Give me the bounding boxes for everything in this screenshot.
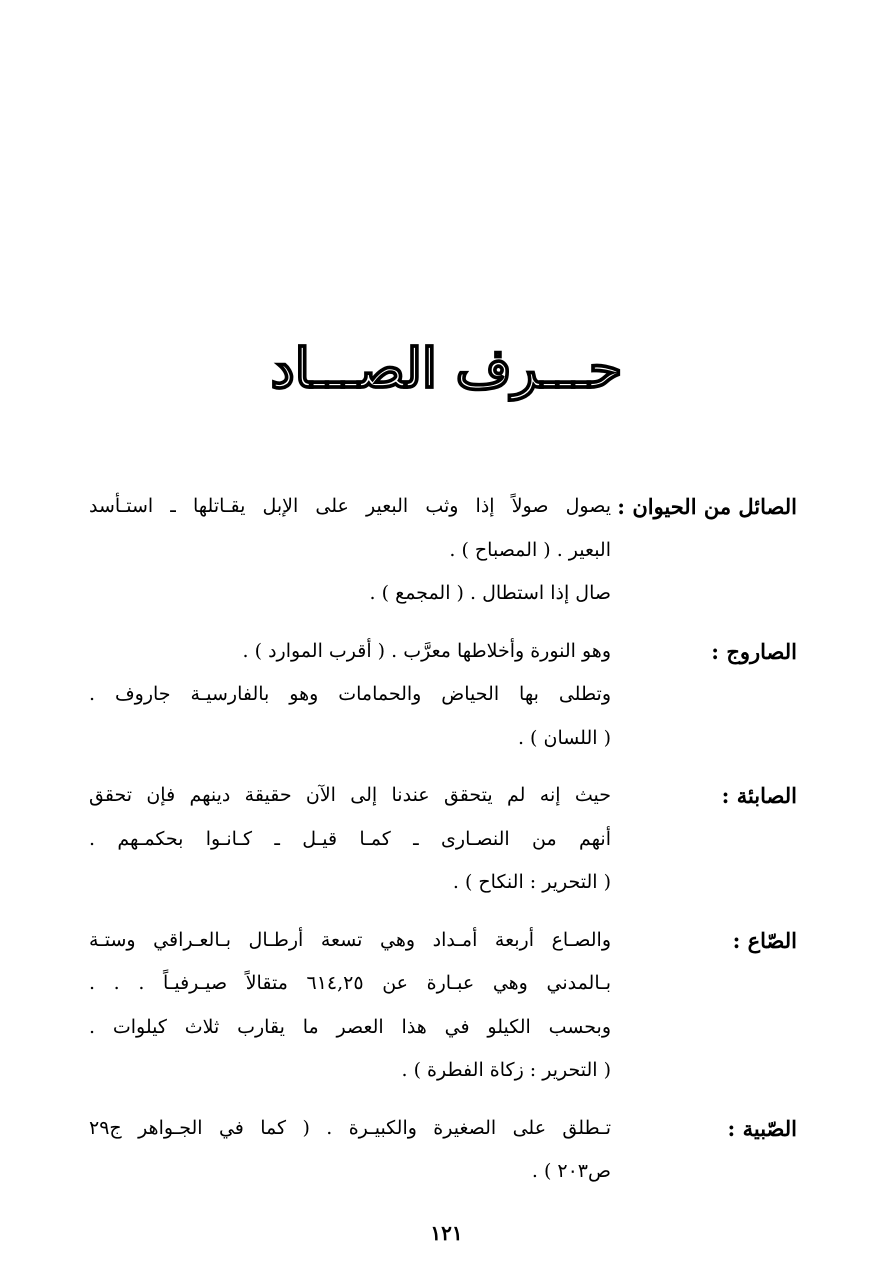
entry-term: الصائل من الحيوان : <box>617 494 797 519</box>
definition-line: ( التحرير : النكاح ) . <box>452 871 611 893</box>
entry <box>89 1107 797 1194</box>
page-number: ١٢١ <box>430 1221 463 1245</box>
definition-line: وهو النورة وأخلاطها معرَّب . ( أقرب الموارد ) . <box>242 639 611 662</box>
definition-line: بـالمدني وهي عبـارة عن ٦١٤,٢٥ متقالاً صيـرفيـاً . . . <box>89 972 611 994</box>
definition-line: ( اللسان ) . <box>517 726 611 749</box>
definition-line: وتطلى بها الحياض والحمامات وهو بالفارسيـة جاروف . <box>89 683 611 705</box>
entry-term: الصّاع : <box>732 927 797 953</box>
entries-list <box>89 485 797 1208</box>
definition-line: حيث إنه لم يتحقق عندنا إلى الآن حقيقة دينهم فإن تحقق <box>89 784 611 806</box>
entry-definition <box>89 630 611 761</box>
definition-line: ( التحرير : زكاة الفطرة ) . <box>401 1059 611 1081</box>
entry-term: الصّبية : <box>727 1115 797 1141</box>
entry-definition <box>89 1107 611 1194</box>
entry-definition <box>89 774 611 905</box>
entry-term: الصابئة : <box>721 783 797 808</box>
definition-line: وبحسب الكيلو في هذا العصر ما يقارب ثلاث كيلوات . <box>89 1015 611 1038</box>
chapter-title: حـــرف الصـــاد <box>270 336 623 400</box>
definition-line: يصول صولاً إذا وثب البعير على الإبل يقـاتلها ـ استـأسد <box>89 495 611 517</box>
definition-line: أنهم من النصـارى ـ كمـا قيـل ـ كـانـوا بحكمـهم . <box>89 827 611 850</box>
entry-definition <box>89 919 611 1093</box>
entry-definition <box>89 485 611 616</box>
entry <box>89 630 797 761</box>
entry <box>89 485 797 616</box>
entry <box>89 774 797 905</box>
entry <box>89 919 797 1093</box>
definition-line: صال إذا استطال . ( المجمع ) . <box>369 582 611 604</box>
definition-line: البعير . ( المصباح ) . <box>449 538 611 561</box>
entry-term: الصاروج : <box>711 638 797 664</box>
definition-line: والصـاع أربعة أمـداد وهي تسعة أرطـال بـالعـراقي وستـة <box>89 928 611 951</box>
definition-line: ص٢٠٣ ) . <box>531 1160 611 1182</box>
definition-line: تـطلق على الصغيرة والكبيـرة . ( كما في الجـواهر ج٢٩ <box>89 1116 611 1139</box>
